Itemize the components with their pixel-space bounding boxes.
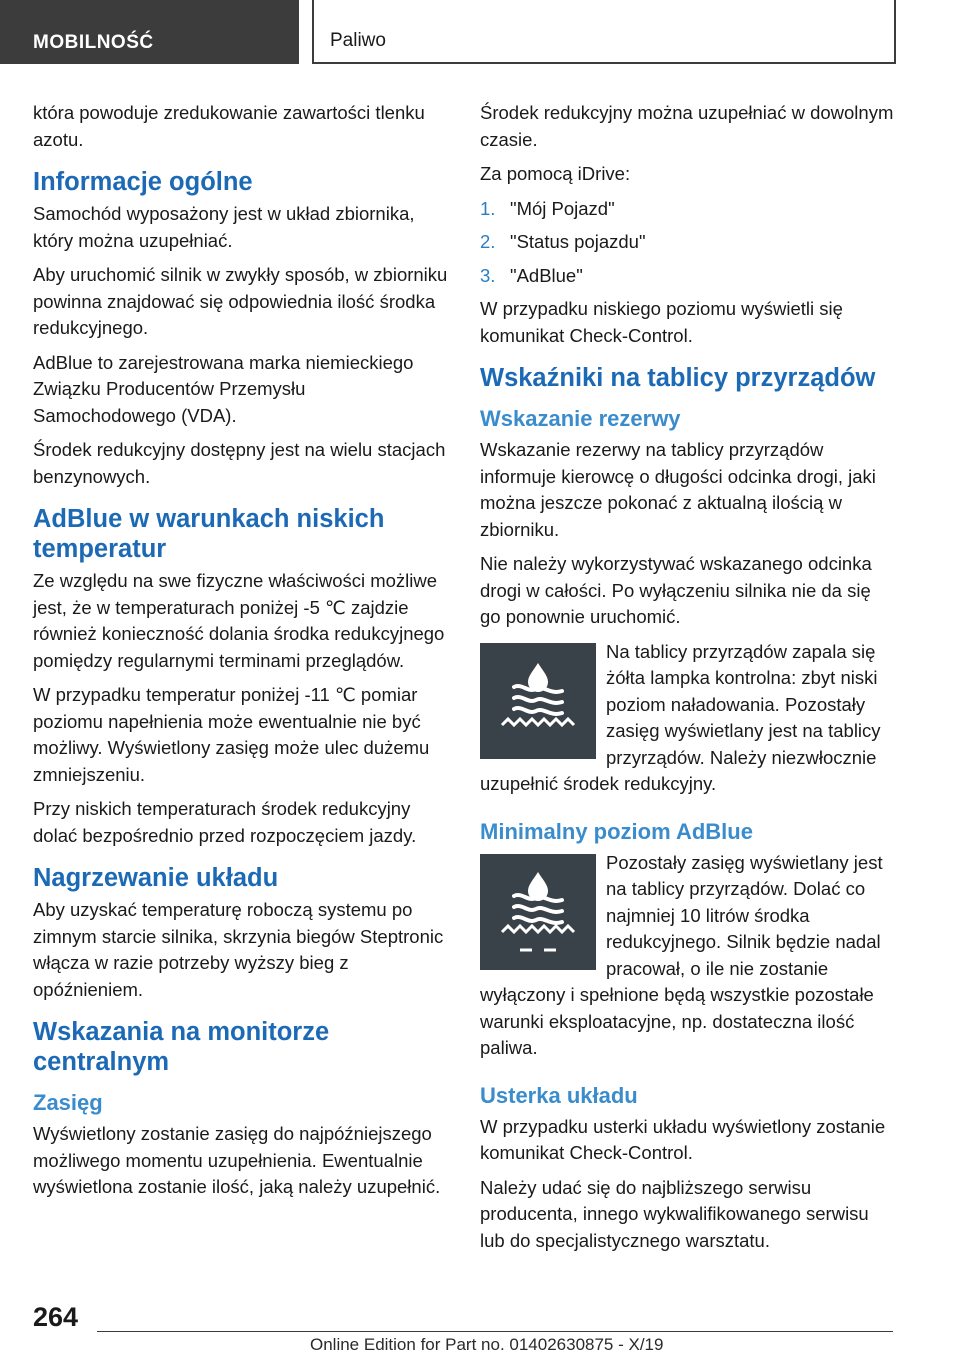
minimum-level-block [480, 850, 896, 1070]
low-temperature-paragraph-1: Ze względu na swe fizyczne właściwości możliwe jest, że w temperaturach poniżej -5 ℃ zajdzie również konieczność dolania środka redukcyjnego pomiędzy regularnymi terminami przeglądów. [33, 570, 445, 671]
central-monitor-heading: Wskazania na monitorze centralnym [33, 1018, 330, 1076]
step-number: 3. [480, 264, 496, 286]
step-text: "Status pojazdu" [510, 231, 646, 252]
idrive-intro: Za pomocą iDrive: [480, 163, 631, 184]
intro-paragraph: która powoduje zredukowanie zawartości tlenku azotu. [33, 102, 425, 150]
step-text: "Mój Pojazd" [510, 197, 615, 219]
header-section-tab: MOBILNOŚĆ [0, 0, 299, 64]
low-temperature-paragraph-2: W przypadku temperatur poniżej -11 ℃ pomiar poziomu napełnienia może ewentualnie nie być możliwy. Wyświetlony zasięg może ulec dużemu zmniejszeniu. [33, 684, 430, 785]
general-info-heading: Informacje ogólne [33, 168, 253, 196]
general-paragraph-1: Samochód wyposażony jest w układ zbiornika, który można uzupełniać. [33, 203, 415, 251]
step-number: 1. [480, 197, 496, 219]
right-column [480, 100, 896, 1262]
reserve-subheading: Wskazanie rezerwy [480, 406, 681, 431]
header-chapter-tab: Paliwo [312, 0, 896, 64]
system-heating-paragraph: Aby uzyskać temperaturę roboczą systemu po zimnym starcie silnika, skrzynia biegów Steptronic włącza w razie potrzeby wyższy bieg z opóźnieniem. [33, 899, 444, 1000]
check-control-paragraph: W przypadku niskiego poziomu wyświetli się komunikat Check-Control. [480, 298, 843, 346]
footer-edition-text: Online Edition for Part no. 01402630875 - X/19 [310, 1335, 664, 1354]
page-number: 264 [33, 1302, 79, 1332]
range-subheading: Zasięg [33, 1090, 103, 1115]
reserve-paragraph-2: Nie należy wykorzystywać wskazanego odcinka drogi w całości. Po wyłączeniu silnika nie da się go ponownie uruchomić. [480, 553, 872, 627]
minimum-level-description: Pozostały zasięg wyświetlany jest na tablicy przyrządów. Dolać co najmniej 10 litrów środka redukcyjnego. Silnik będzie nadal pracował, o ile nie zostanie wyłączony i spełnione będą wszystkie pozostałe warunki eksploatacyjne, np. dostateczna ilość paliwa. [480, 851, 883, 1058]
adblue-reserve-warning-icon [480, 643, 596, 759]
system-fault-subheading: Usterka układu [480, 1082, 638, 1108]
system-fault-paragraph-2: Należy udać się do najbliższego serwisu producenta, innego wykwalifikowanego serwisu lub do specjalistycznego warsztatu. [480, 1176, 869, 1251]
system-heating-heading: Nagrzewanie układu [33, 864, 279, 892]
idrive-step [480, 229, 896, 256]
general-paragraph-3: AdBlue to zarejestrowana marka niemieckiego Związku Producentów Przemysłu Samochodowego (VDA). [33, 351, 414, 426]
footer-divider [97, 1331, 893, 1332]
idrive-step [480, 196, 896, 223]
low-temperature-paragraph-3: Przy niskich temperaturach środek redukcyjny dolać bezpośrednio przed rozpoczęciem jazdy. [33, 798, 417, 846]
general-paragraph-4: Środek redukcyjny dostępny jest na wielu stacjach benzynowych. [33, 439, 446, 487]
general-paragraph-2: Aby uruchomić silnik w zwykły sposób, w zbiorniku powinna znajdować się odpowiednia ilość środka redukcyjnego. [33, 264, 448, 338]
range-paragraph: Wyświetlony zostanie zasięg do najpóźniejszego możliwego momentu uzupełnienia. Ewentualnie wyświetlona zostanie ilość, jaką należy uzupełnić. [33, 1123, 441, 1197]
left-column [33, 100, 449, 1209]
idrive-step [480, 263, 896, 290]
minimum-level-subheading: Minimalny poziom AdBlue [480, 818, 753, 844]
low-temperature-heading: AdBlue w warunkach niskich temperatur [33, 505, 385, 563]
adblue-minimum-warning-icon [480, 854, 596, 970]
step-number: 2. [480, 231, 496, 252]
system-fault-paragraph-1: W przypadku usterki układu wyświetlony zostanie komunikat Check-Control. [480, 1115, 886, 1163]
reserve-paragraph-1: Wskazanie rezerwy na tablicy przyrządów informuje kierowcę o długości odcinka drogi, jaki można jeszcze pokonać z aktualną ilością w zbiorniku. [480, 439, 876, 540]
step-text: "AdBlue" [510, 264, 583, 286]
idrive-steps-list [480, 196, 896, 290]
instrument-cluster-heading: Wskaźniki na tablicy przyrządów [480, 364, 876, 392]
reserve-warning-block [480, 639, 896, 806]
reserve-icon-description: Na tablicy przyrządów zapala się żółta lampka kontrolna: zbyt niski poziom naładowania. Pozostały zasięg wyświetlany jest na tablicy przyrządów. Należy niezwłocznie uzupełnić środek redukcyjny. [480, 640, 881, 794]
refill-anytime-paragraph: Środek redukcyjny można uzupełniać w dowolnym czasie. [480, 102, 894, 150]
